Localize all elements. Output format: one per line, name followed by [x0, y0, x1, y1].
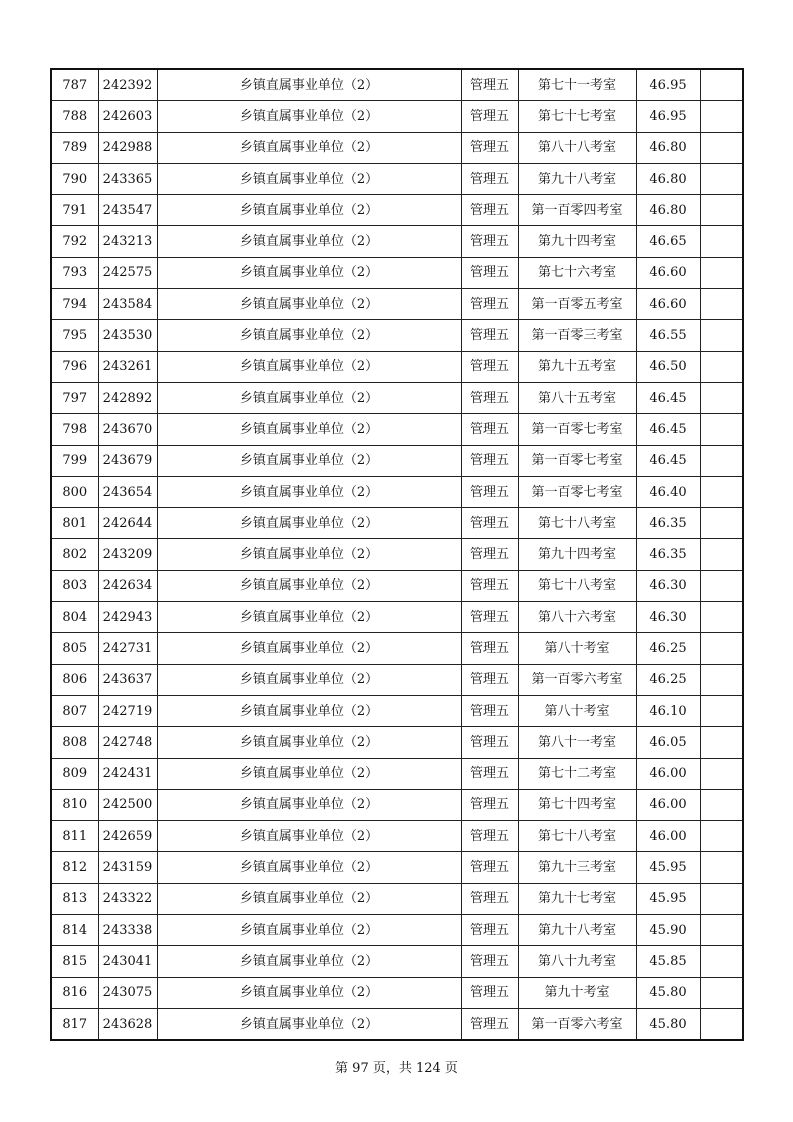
unit-cell: 乡镇直属事业单位（2） — [157, 695, 461, 726]
post-cell: 管理五 — [461, 946, 518, 977]
note-cell — [700, 946, 743, 977]
candidate-id-cell: 242575 — [98, 257, 157, 288]
post-cell: 管理五 — [461, 664, 518, 695]
post-cell: 管理五 — [461, 351, 518, 382]
score-cell: 46.30 — [636, 570, 700, 601]
unit-cell: 乡镇直属事业单位（2） — [157, 226, 461, 257]
post-cell: 管理五 — [461, 257, 518, 288]
candidate-id-cell: 242603 — [98, 101, 157, 132]
table-row — [51, 382, 743, 413]
note-cell — [700, 570, 743, 601]
table-row — [51, 821, 743, 852]
note-cell — [700, 101, 743, 132]
score-cell: 45.90 — [636, 915, 700, 946]
rank-cell: 816 — [51, 977, 98, 1008]
post-cell: 管理五 — [461, 727, 518, 758]
rank-cell: 807 — [51, 695, 98, 726]
note-cell — [700, 289, 743, 320]
unit-cell: 乡镇直属事业单位（2） — [157, 883, 461, 914]
candidate-id-cell: 243261 — [98, 351, 157, 382]
post-cell: 管理五 — [461, 163, 518, 194]
note-cell — [700, 414, 743, 445]
rank-cell: 815 — [51, 946, 98, 977]
rank-cell: 790 — [51, 163, 98, 194]
note-cell — [700, 382, 743, 413]
exam-room-cell: 第七十八考室 — [518, 508, 636, 539]
note-cell — [700, 257, 743, 288]
exam-room-cell: 第一百零三考室 — [518, 320, 636, 351]
candidate-id-cell: 243213 — [98, 226, 157, 257]
candidate-id-cell: 243628 — [98, 1008, 157, 1040]
candidate-id-cell: 242659 — [98, 821, 157, 852]
exam-room-cell: 第九十四考室 — [518, 226, 636, 257]
candidate-id-cell: 243637 — [98, 664, 157, 695]
table-row — [51, 289, 743, 320]
unit-cell: 乡镇直属事业单位（2） — [157, 1008, 461, 1040]
table-row — [51, 695, 743, 726]
note-cell — [700, 883, 743, 914]
exam-room-cell: 第九十八考室 — [518, 915, 636, 946]
unit-cell: 乡镇直属事业单位（2） — [157, 163, 461, 194]
candidate-id-cell: 243322 — [98, 883, 157, 914]
candidate-id-cell: 243654 — [98, 476, 157, 507]
score-cell: 46.25 — [636, 633, 700, 664]
unit-cell: 乡镇直属事业单位（2） — [157, 633, 461, 664]
candidate-id-cell: 242943 — [98, 602, 157, 633]
unit-cell: 乡镇直属事业单位（2） — [157, 915, 461, 946]
exam-room-cell: 第八十考室 — [518, 695, 636, 726]
score-cell: 45.80 — [636, 977, 700, 1008]
post-cell: 管理五 — [461, 570, 518, 601]
exam-room-cell: 第七十二考室 — [518, 758, 636, 789]
note-cell — [700, 789, 743, 820]
score-cell: 46.95 — [636, 101, 700, 132]
score-cell: 45.95 — [636, 883, 700, 914]
unit-cell: 乡镇直属事业单位（2） — [157, 946, 461, 977]
post-cell: 管理五 — [461, 852, 518, 883]
rank-cell: 813 — [51, 883, 98, 914]
unit-cell: 乡镇直属事业单位（2） — [157, 257, 461, 288]
score-cell: 46.45 — [636, 382, 700, 413]
unit-cell: 乡镇直属事业单位（2） — [157, 852, 461, 883]
candidate-id-cell: 243075 — [98, 977, 157, 1008]
candidate-id-cell: 242719 — [98, 695, 157, 726]
post-cell: 管理五 — [461, 226, 518, 257]
table-row — [51, 1008, 743, 1040]
exam-room-cell: 第一百零五考室 — [518, 289, 636, 320]
candidate-id-cell: 243670 — [98, 414, 157, 445]
table-row — [51, 69, 743, 101]
table-row — [51, 664, 743, 695]
score-cell: 46.10 — [636, 695, 700, 726]
unit-cell: 乡镇直属事业单位（2） — [157, 476, 461, 507]
score-cell: 46.55 — [636, 320, 700, 351]
exam-room-cell: 第九十五考室 — [518, 351, 636, 382]
rank-cell: 799 — [51, 445, 98, 476]
candidate-id-cell: 242634 — [98, 570, 157, 601]
candidate-id-cell: 242748 — [98, 727, 157, 758]
note-cell — [700, 476, 743, 507]
score-cell: 46.05 — [636, 727, 700, 758]
candidate-id-cell: 243584 — [98, 289, 157, 320]
candidate-id-cell: 242431 — [98, 758, 157, 789]
exam-room-cell: 第七十一考室 — [518, 69, 636, 101]
note-cell — [700, 163, 743, 194]
exam-room-cell: 第九十考室 — [518, 977, 636, 1008]
table-row — [51, 883, 743, 914]
rank-cell: 811 — [51, 821, 98, 852]
unit-cell: 乡镇直属事业单位（2） — [157, 789, 461, 820]
table-row — [51, 758, 743, 789]
note-cell — [700, 69, 743, 101]
post-cell: 管理五 — [461, 508, 518, 539]
post-cell: 管理五 — [461, 789, 518, 820]
note-cell — [700, 195, 743, 226]
score-cell: 46.60 — [636, 289, 700, 320]
unit-cell: 乡镇直属事业单位（2） — [157, 508, 461, 539]
note-cell — [700, 852, 743, 883]
post-cell: 管理五 — [461, 1008, 518, 1040]
candidate-id-cell: 243159 — [98, 852, 157, 883]
note-cell — [700, 758, 743, 789]
post-cell: 管理五 — [461, 69, 518, 101]
note-cell — [700, 445, 743, 476]
unit-cell: 乡镇直属事业单位（2） — [157, 664, 461, 695]
exam-room-cell: 第八十九考室 — [518, 946, 636, 977]
score-cell: 46.00 — [636, 821, 700, 852]
post-cell: 管理五 — [461, 101, 518, 132]
table-row — [51, 602, 743, 633]
post-cell: 管理五 — [461, 195, 518, 226]
candidate-id-cell: 242731 — [98, 633, 157, 664]
post-cell: 管理五 — [461, 414, 518, 445]
candidate-id-cell: 242392 — [98, 69, 157, 101]
table-row — [51, 445, 743, 476]
rank-cell: 798 — [51, 414, 98, 445]
table-row — [51, 570, 743, 601]
rank-cell: 789 — [51, 132, 98, 163]
exam-room-cell: 第一百零七考室 — [518, 476, 636, 507]
score-cell: 46.50 — [636, 351, 700, 382]
score-cell: 46.80 — [636, 163, 700, 194]
rank-cell: 802 — [51, 539, 98, 570]
post-cell: 管理五 — [461, 320, 518, 351]
table-row — [51, 789, 743, 820]
rank-cell: 794 — [51, 289, 98, 320]
post-cell: 管理五 — [461, 539, 518, 570]
exam-room-cell: 第一百零六考室 — [518, 664, 636, 695]
rank-cell: 810 — [51, 789, 98, 820]
unit-cell: 乡镇直属事业单位（2） — [157, 132, 461, 163]
score-cell: 46.80 — [636, 195, 700, 226]
note-cell — [700, 320, 743, 351]
note-cell — [700, 351, 743, 382]
unit-cell: 乡镇直属事业单位（2） — [157, 727, 461, 758]
exam-room-cell: 第一百零四考室 — [518, 195, 636, 226]
rank-cell: 791 — [51, 195, 98, 226]
score-cell: 46.45 — [636, 414, 700, 445]
score-cell: 46.35 — [636, 508, 700, 539]
exam-room-cell: 第七十八考室 — [518, 570, 636, 601]
candidate-id-cell: 242644 — [98, 508, 157, 539]
exam-room-cell: 第八十五考室 — [518, 382, 636, 413]
table-row — [51, 163, 743, 194]
post-cell: 管理五 — [461, 382, 518, 413]
candidate-id-cell: 243338 — [98, 915, 157, 946]
note-cell — [700, 602, 743, 633]
score-cell: 46.00 — [636, 758, 700, 789]
post-cell: 管理五 — [461, 695, 518, 726]
score-cell: 46.65 — [636, 226, 700, 257]
score-cell: 46.30 — [636, 602, 700, 633]
unit-cell: 乡镇直属事业单位（2） — [157, 382, 461, 413]
candidate-id-cell: 242988 — [98, 132, 157, 163]
table-row — [51, 226, 743, 257]
table-row — [51, 727, 743, 758]
note-cell — [700, 977, 743, 1008]
exam-room-cell: 第七十四考室 — [518, 789, 636, 820]
rank-cell: 797 — [51, 382, 98, 413]
candidate-id-cell: 243530 — [98, 320, 157, 351]
post-cell: 管理五 — [461, 821, 518, 852]
score-cell: 46.25 — [636, 664, 700, 695]
post-cell: 管理五 — [461, 476, 518, 507]
exam-room-cell: 第八十六考室 — [518, 602, 636, 633]
table-row — [51, 508, 743, 539]
rank-cell: 792 — [51, 226, 98, 257]
note-cell — [700, 132, 743, 163]
unit-cell: 乡镇直属事业单位（2） — [157, 351, 461, 382]
note-cell — [700, 695, 743, 726]
unit-cell: 乡镇直属事业单位（2） — [157, 539, 461, 570]
post-cell: 管理五 — [461, 977, 518, 1008]
rank-cell: 809 — [51, 758, 98, 789]
candidate-id-cell: 243365 — [98, 163, 157, 194]
exam-room-cell: 第七十八考室 — [518, 821, 636, 852]
table-row — [51, 476, 743, 507]
unit-cell: 乡镇直属事业单位（2） — [157, 445, 461, 476]
table-row — [51, 977, 743, 1008]
rank-cell: 805 — [51, 633, 98, 664]
unit-cell: 乡镇直属事业单位（2） — [157, 101, 461, 132]
table-row — [51, 101, 743, 132]
post-cell: 管理五 — [461, 289, 518, 320]
rank-cell: 801 — [51, 508, 98, 539]
table-row — [51, 915, 743, 946]
exam-room-cell: 第一百零六考室 — [518, 1008, 636, 1040]
exam-room-cell: 第一百零七考室 — [518, 414, 636, 445]
results-table — [50, 68, 744, 1041]
note-cell — [700, 1008, 743, 1040]
table-row — [51, 351, 743, 382]
post-cell: 管理五 — [461, 915, 518, 946]
exam-room-cell: 第七十七考室 — [518, 101, 636, 132]
rank-cell: 814 — [51, 915, 98, 946]
rank-cell: 788 — [51, 101, 98, 132]
score-cell: 45.80 — [636, 1008, 700, 1040]
note-cell — [700, 633, 743, 664]
post-cell: 管理五 — [461, 602, 518, 633]
exam-room-cell: 第七十六考室 — [518, 257, 636, 288]
note-cell — [700, 821, 743, 852]
candidate-id-cell: 243209 — [98, 539, 157, 570]
candidate-id-cell: 243547 — [98, 195, 157, 226]
table-row — [51, 414, 743, 445]
exam-room-cell: 第八十考室 — [518, 633, 636, 664]
candidate-id-cell: 242892 — [98, 382, 157, 413]
score-cell: 46.00 — [636, 789, 700, 820]
post-cell: 管理五 — [461, 633, 518, 664]
score-cell: 46.45 — [636, 445, 700, 476]
candidate-id-cell: 243679 — [98, 445, 157, 476]
table-row — [51, 195, 743, 226]
score-cell: 46.40 — [636, 476, 700, 507]
unit-cell: 乡镇直属事业单位（2） — [157, 602, 461, 633]
score-cell: 46.95 — [636, 69, 700, 101]
score-cell: 46.60 — [636, 257, 700, 288]
post-cell: 管理五 — [461, 883, 518, 914]
unit-cell: 乡镇直属事业单位（2） — [157, 69, 461, 101]
note-cell — [700, 226, 743, 257]
candidate-id-cell: 243041 — [98, 946, 157, 977]
rank-cell: 803 — [51, 570, 98, 601]
rank-cell: 808 — [51, 727, 98, 758]
unit-cell: 乡镇直属事业单位（2） — [157, 821, 461, 852]
table-row — [51, 946, 743, 977]
rank-cell: 795 — [51, 320, 98, 351]
exam-room-cell: 第八十一考室 — [518, 727, 636, 758]
post-cell: 管理五 — [461, 132, 518, 163]
table-row — [51, 320, 743, 351]
unit-cell: 乡镇直属事业单位（2） — [157, 570, 461, 601]
score-cell: 46.80 — [636, 132, 700, 163]
rank-cell: 787 — [51, 69, 98, 101]
note-cell — [700, 915, 743, 946]
score-cell: 45.85 — [636, 946, 700, 977]
table-row — [51, 852, 743, 883]
unit-cell: 乡镇直属事业单位（2） — [157, 977, 461, 1008]
unit-cell: 乡镇直属事业单位（2） — [157, 320, 461, 351]
rank-cell: 800 — [51, 476, 98, 507]
rank-cell: 817 — [51, 1008, 98, 1040]
exam-room-cell: 第九十三考室 — [518, 852, 636, 883]
unit-cell: 乡镇直属事业单位（2） — [157, 195, 461, 226]
rank-cell: 804 — [51, 602, 98, 633]
exam-room-cell: 第九十八考室 — [518, 163, 636, 194]
page-footer: 第 97 页，共 124 页 — [335, 1061, 458, 1076]
rank-cell: 793 — [51, 257, 98, 288]
rank-cell: 806 — [51, 664, 98, 695]
unit-cell: 乡镇直属事业单位（2） — [157, 758, 461, 789]
table-row — [51, 633, 743, 664]
note-cell — [700, 664, 743, 695]
score-cell: 45.95 — [636, 852, 700, 883]
unit-cell: 乡镇直属事业单位（2） — [157, 289, 461, 320]
rank-cell: 812 — [51, 852, 98, 883]
candidate-id-cell: 242500 — [98, 789, 157, 820]
table-row — [51, 257, 743, 288]
table-row — [51, 539, 743, 570]
post-cell: 管理五 — [461, 758, 518, 789]
exam-room-cell: 第九十四考室 — [518, 539, 636, 570]
unit-cell: 乡镇直属事业单位（2） — [157, 414, 461, 445]
note-cell — [700, 539, 743, 570]
note-cell — [700, 727, 743, 758]
rank-cell: 796 — [51, 351, 98, 382]
exam-room-cell: 第一百零七考室 — [518, 445, 636, 476]
exam-room-cell: 第九十七考室 — [518, 883, 636, 914]
note-cell — [700, 508, 743, 539]
post-cell: 管理五 — [461, 445, 518, 476]
table-row — [51, 132, 743, 163]
exam-room-cell: 第八十八考室 — [518, 132, 636, 163]
score-cell: 46.35 — [636, 539, 700, 570]
